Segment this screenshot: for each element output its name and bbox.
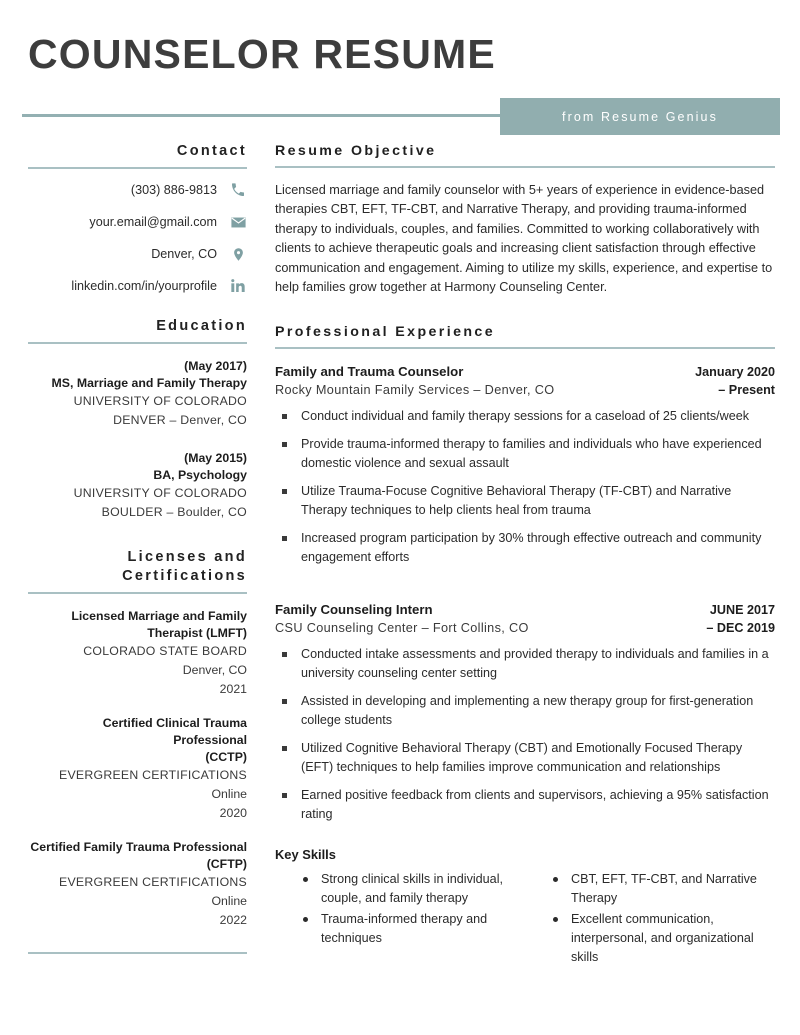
- experience-section: [275, 323, 775, 824]
- sidebar-bottom-divider: [28, 952, 247, 954]
- job-organization: CSU Counseling Center – Fort Collins, CO: [275, 621, 529, 636]
- education-date: (May 2015): [184, 451, 247, 465]
- key-skill-item: [297, 910, 503, 948]
- sidebar: [0, 142, 250, 954]
- contact-location-value: Denver, CO: [151, 247, 217, 261]
- job-date-end: – DEC 2019: [706, 621, 775, 636]
- certification-entry: [28, 608, 247, 699]
- job-header: [275, 601, 775, 637]
- phone-icon: [229, 181, 247, 199]
- key-skills-list: [297, 870, 503, 948]
- certification-year: 2020: [219, 806, 247, 820]
- key-skill-text: Trauma-informed therapy and techniques: [321, 912, 488, 946]
- job-header: [275, 363, 775, 399]
- job-identity: [275, 363, 695, 399]
- contact-phone-value: (303) 886-9813: [130, 183, 217, 197]
- envelope-icon: [229, 213, 247, 231]
- objective-section: [275, 142, 775, 297]
- education-divider: [28, 342, 247, 344]
- education-school-line1: UNIVERSITY OF COLORADO: [73, 486, 247, 500]
- education-degree: BA, Psychology: [153, 468, 247, 482]
- linkedin-icon: [229, 277, 247, 295]
- key-skill-text: Excellent communication, interpersonal, and organizational skills: [571, 912, 754, 965]
- experience-heading: Professional Experience: [275, 324, 496, 341]
- contact-item-phone: [28, 181, 247, 199]
- header-rule-row: [0, 98, 800, 136]
- contact-email-value: your.email@gmail.com: [89, 215, 217, 229]
- objective-heading: Resume Objective: [275, 143, 437, 159]
- job-bullet: [275, 407, 775, 426]
- job-bullet: [275, 786, 775, 824]
- job-bullet: [275, 482, 775, 520]
- education-degree: MS, Marriage and Family Therapy: [51, 376, 247, 390]
- licenses-divider: [28, 592, 247, 594]
- education-entry: [28, 358, 247, 430]
- round-bullet-icon: [303, 877, 308, 882]
- job-bullet: [275, 529, 775, 567]
- job-bullet-text: Assisted in developing and implementing a new therapy group for first-generation college students: [301, 694, 754, 728]
- certification-location: Online: [211, 894, 247, 908]
- main-content: [250, 142, 800, 969]
- key-skill-text: Strong clinical skills in individual, couple, and family therapy: [321, 872, 503, 906]
- certification-issuer: COLORADO STATE BOARD: [83, 644, 247, 658]
- certification-entry: [28, 839, 247, 930]
- certification-year: 2021: [219, 682, 247, 696]
- education-school-line1: UNIVERSITY OF COLORADO: [73, 394, 247, 408]
- education-school-line2: BOULDER – Boulder, CO: [101, 505, 247, 519]
- key-skill-item: [547, 910, 775, 967]
- job-identity: [275, 601, 706, 637]
- education-date: (May 2017): [184, 359, 247, 373]
- education-entry: [28, 450, 247, 522]
- key-skill-item: [297, 870, 503, 908]
- certification-name-line2: Therapist (LMFT): [147, 626, 247, 640]
- contact-list: [28, 181, 247, 295]
- key-skills-column-left: [275, 870, 525, 969]
- certification-location: Online: [211, 787, 247, 801]
- job-bullets: [275, 645, 775, 824]
- page-title: COUNSELOR RESUME: [28, 31, 496, 77]
- key-skills-heading: Key Skills: [275, 847, 336, 863]
- round-bullet-icon: [553, 877, 558, 882]
- job-bullet: [275, 435, 775, 473]
- certification-entry: [28, 715, 247, 823]
- job-dates: [695, 363, 775, 399]
- job-bullet: [275, 645, 775, 683]
- square-bullet-icon: [282, 793, 287, 798]
- square-bullet-icon: [282, 442, 287, 447]
- job-bullet-text: Provide trauma-informed therapy to families and individuals who have experienced domestic violence and sexual assault: [301, 437, 762, 471]
- key-skills-list: [547, 870, 775, 967]
- certification-name-line1: Certified Clinical Trauma Professional: [102, 716, 247, 747]
- key-skills-section: [275, 846, 775, 969]
- job-bullet-text: Utilized Cognitive Behavioral Therapy (CBT) and Emotionally Focused Therapy (EFT) techniques to help families improve communication and relationships: [301, 741, 743, 775]
- square-bullet-icon: [282, 414, 287, 419]
- job-title: Family and Trauma Counselor: [275, 364, 464, 380]
- contact-heading: Contact: [176, 143, 247, 159]
- brand-badge: from Resume Genius: [500, 98, 780, 135]
- objective-divider: [275, 166, 775, 168]
- square-bullet-icon: [282, 536, 287, 541]
- licenses-heading-line1: Licenses and: [127, 549, 247, 565]
- certification-name-line1: Licensed Marriage and Family: [71, 609, 247, 623]
- job-date-end: – Present: [718, 383, 775, 398]
- job-dates: [706, 601, 775, 637]
- objective-text: Licensed marriage and family counselor with 5+ years of experience in evidence-based therapies CBT, EFT, TF-CBT, and Narrative Therapy, and providing trauma-informed therapy to individuals, couples, and families. Committed to working collaboratively with clients to achieve therapeutic goals and increasing client satisfaction through effective communication and engagement. Aiming to utilize my skills, experience, and expertise to help families grow together at Harmony Counseling Center.: [275, 183, 773, 295]
- contact-item-email: [28, 213, 247, 231]
- square-bullet-icon: [282, 746, 287, 751]
- certification-name-line1: Certified Family Trauma Professional: [30, 840, 247, 854]
- certification-issuer: EVERGREEN CERTIFICATIONS: [59, 875, 247, 889]
- certification-name-line2: (CFTP): [206, 857, 247, 871]
- education-school-line2: DENVER – Denver, CO: [113, 413, 247, 427]
- job-bullet-text: Conducted intake assessments and provided therapy to individuals and families in a university counseling center setting: [301, 647, 769, 681]
- job-bullet-text: Utilize Trauma-Focuse Cognitive Behavioral Therapy (TF-CBT) and Narrative Therapy techniques to help clients heal from trauma: [301, 484, 732, 518]
- job-bullet-text: Earned positive feedback from clients and supervisors, achieving a 95% satisfaction rating: [301, 788, 769, 822]
- experience-divider: [275, 347, 775, 349]
- licenses-section: [28, 548, 247, 954]
- round-bullet-icon: [303, 917, 308, 922]
- licenses-heading-line2: Certifications: [122, 568, 247, 584]
- education-heading: Education: [156, 318, 247, 334]
- key-skill-item: [547, 870, 775, 908]
- certification-name-line2: (CCTP): [205, 750, 247, 764]
- location-pin-icon: [229, 245, 247, 263]
- job-title: Family Counseling Intern: [275, 602, 433, 618]
- job-bullet-text: Increased program participation by 30% through effective outreach and community engagement efforts: [301, 531, 762, 565]
- contact-linkedin-value: linkedin.com/in/yourprofile: [71, 279, 217, 293]
- round-bullet-icon: [553, 917, 558, 922]
- square-bullet-icon: [282, 652, 287, 657]
- experience-job: [275, 601, 775, 824]
- resume-header: [0, 0, 800, 136]
- key-skills-columns: [275, 870, 775, 969]
- contact-item-location: [28, 245, 247, 263]
- job-bullet: [275, 739, 775, 777]
- square-bullet-icon: [282, 489, 287, 494]
- certification-year: 2022: [219, 913, 247, 927]
- job-date-start: January 2020: [695, 365, 775, 380]
- experience-job: [275, 363, 775, 567]
- square-bullet-icon: [282, 699, 287, 704]
- job-bullet: [275, 692, 775, 730]
- resume-body: [0, 136, 800, 969]
- certification-location: Denver, CO: [182, 663, 247, 677]
- job-organization: Rocky Mountain Family Services – Denver, CO: [275, 383, 555, 398]
- education-section: [28, 317, 247, 522]
- contact-item-linkedin: [28, 277, 247, 295]
- certification-issuer: EVERGREEN CERTIFICATIONS: [59, 768, 247, 782]
- job-date-start: JUNE 2017: [709, 603, 775, 618]
- contact-divider: [28, 167, 247, 169]
- contact-section: [28, 142, 247, 295]
- key-skill-text: CBT, EFT, TF-CBT, and Narrative Therapy: [571, 872, 757, 906]
- job-bullet-text: Conduct individual and family therapy sessions for a caseload of 25 clients/week: [301, 409, 750, 424]
- key-skills-column-right: [525, 870, 775, 969]
- job-bullets: [275, 407, 775, 567]
